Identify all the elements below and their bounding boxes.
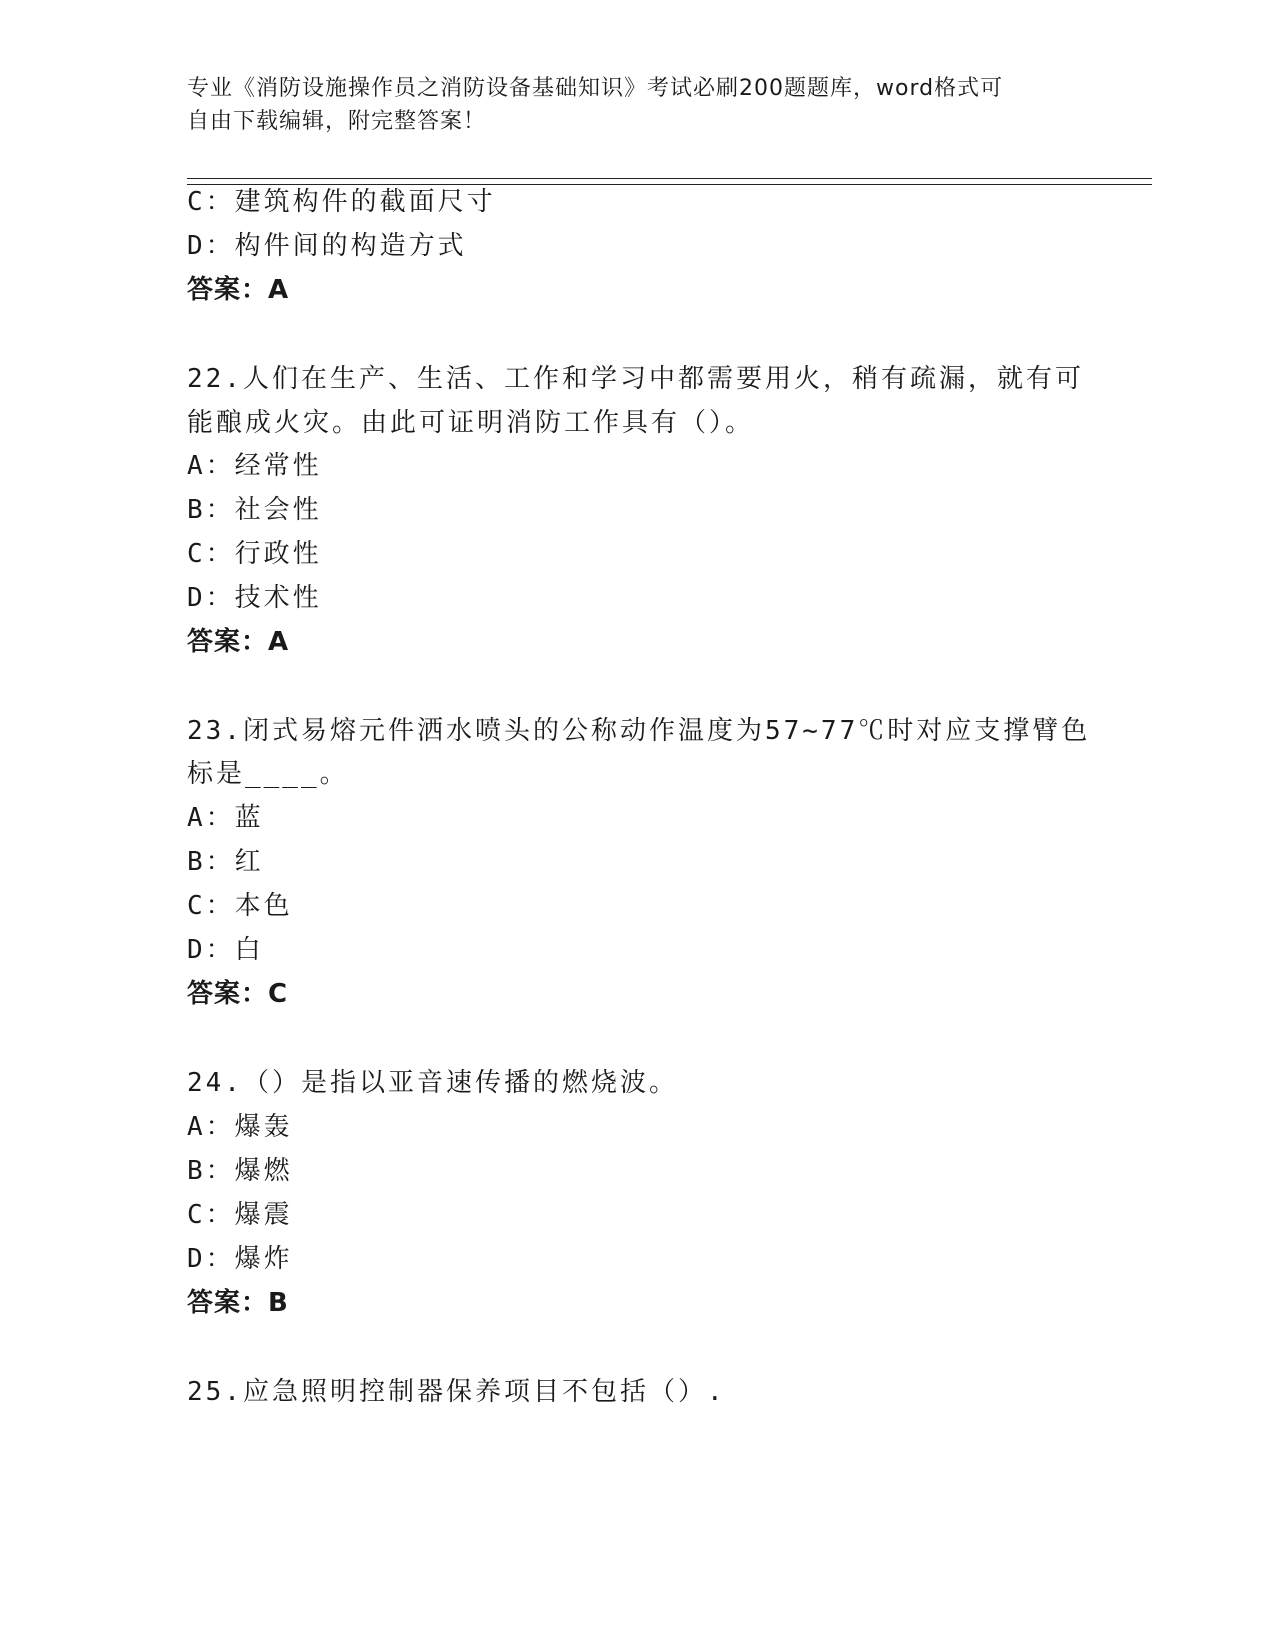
- header-double-rule: [187, 178, 1152, 185]
- header-title-line-1: 专业《消防设施操作员之消防设备基础知识》考试必刷200题题库，word格式可: [187, 76, 1004, 101]
- q23-option-c: C：本色: [187, 891, 293, 921]
- prev-option-c: C：建筑构件的截面尺寸: [187, 187, 496, 217]
- q22-option-c: C：行政性: [187, 539, 322, 569]
- q25-stem-line-1: 25.应急照明控制器保养项目不包括（）.: [187, 1377, 726, 1407]
- prev-answer: 答案：A: [187, 275, 290, 305]
- q22-option-b: B：社会性: [187, 495, 322, 525]
- q22-stem-line-1: 22.人们在生产、生活、工作和学习中都需要用火，稍有疏漏，就有可: [187, 364, 1084, 394]
- q24-option-d: D：爆炸: [187, 1244, 293, 1274]
- q23-option-d: D：白: [187, 935, 264, 965]
- document-header: [187, 72, 1087, 138]
- q24-stem-line-1: 24.（）是指以亚音速传播的燃烧波。: [187, 1068, 678, 1098]
- q24-option-a: A：爆轰: [187, 1112, 293, 1142]
- q22-stem-line-2: 能酿成火灾。由此可证明消防工作具有（）。: [187, 408, 755, 438]
- q23-stem-line-1: 23.闭式易熔元件洒水喷头的公称动作温度为57~77℃时对应支撑臂色: [187, 716, 1091, 746]
- q22-option-a: A：经常性: [187, 451, 322, 481]
- q22-option-d: D：技术性: [187, 583, 322, 613]
- q23-answer: 答案：C: [187, 979, 289, 1009]
- q23-option-b: B：红: [187, 847, 264, 877]
- header-title-line-2: 自由下载编辑，附完整答案！: [187, 109, 487, 134]
- prev-option-d: D：构件间的构造方式: [187, 231, 467, 261]
- q24-option-b: B：爆燃: [187, 1156, 293, 1186]
- q24-answer: 答案：B: [187, 1288, 289, 1318]
- q24-option-c: C：爆震: [187, 1200, 293, 1230]
- q23-stem-line-2: 标是____。: [187, 759, 349, 789]
- q23-option-a: A：蓝: [187, 803, 264, 833]
- q22-answer: 答案：A: [187, 627, 290, 657]
